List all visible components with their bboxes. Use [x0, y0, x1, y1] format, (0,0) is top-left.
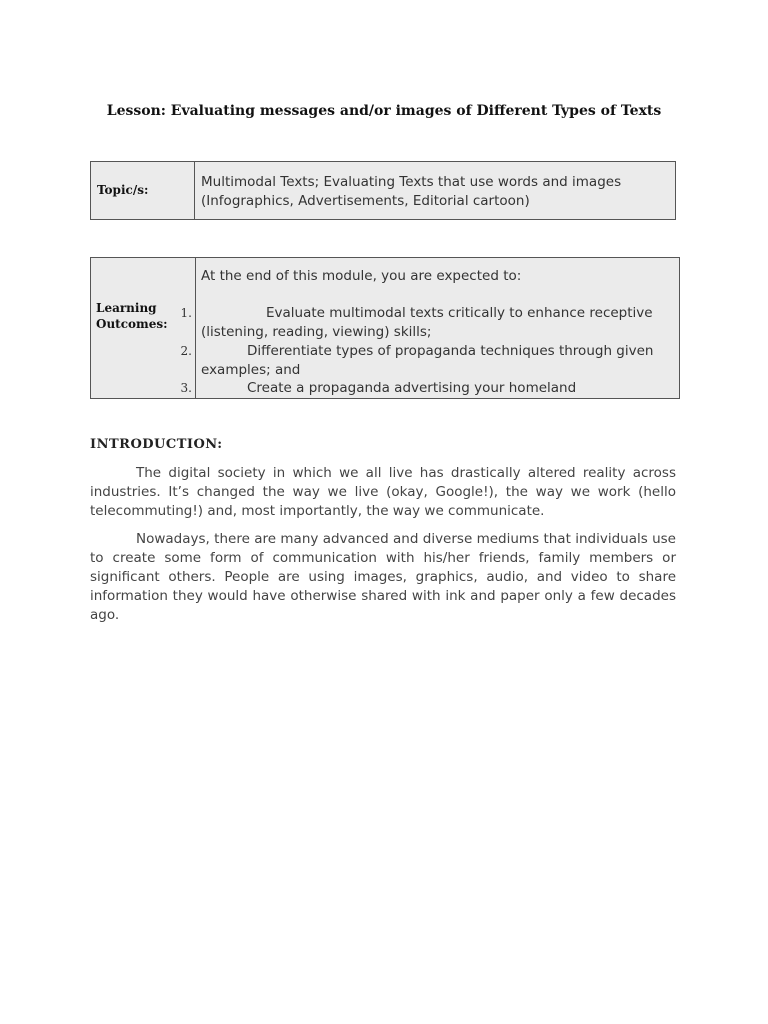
introduction-heading: INTRODUCTION:	[90, 437, 223, 452]
lesson-title: Lesson: Evaluating messages and/or images of Different Types of Texts	[106, 103, 662, 119]
topics-line-1: Multimodal Texts; Evaluating Texts that use words and images	[201, 174, 622, 190]
learning-outcomes-label-line-2: Outcomes:	[96, 317, 168, 331]
learning-outcomes-content-cell	[196, 258, 679, 398]
topics-content-cell	[195, 162, 675, 219]
outcome-number-3: 3.	[180, 381, 192, 395]
topics-label-cell	[91, 162, 195, 219]
learning-outcomes-label-line-1: Learning	[96, 301, 157, 315]
topics-table	[90, 161, 676, 220]
outcome-2-line-1: Differentiate types of propaganda techniques through given	[247, 343, 654, 359]
learning-outcomes-label-cell	[91, 258, 196, 398]
learning-outcomes-intro: At the end of this module, you are expected to:	[201, 268, 522, 284]
outcome-2-line-2: examples; and	[201, 362, 301, 378]
topics-label: Topic/s:	[97, 183, 149, 197]
topics-line-2: (Infographics, Advertisements, Editorial cartoon)	[201, 193, 530, 209]
outcome-1-line-1: Evaluate multimodal texts critically to enhance receptive	[266, 305, 653, 321]
outcome-3-line-1: Create a propaganda advertising your homeland	[247, 380, 577, 396]
introduction-paragraph-2: Nowadays, there are many advanced and diverse mediums that individuals use to create some form of communication with his/her friends, family members or significant others. People are using images, graphics, audio, and video to share information they would have otherwise shared with ink and paper only a few decades ago.	[90, 531, 676, 623]
outcome-1-line-2: (listening, reading, viewing) skills;	[201, 324, 432, 340]
outcome-number-2: 2.	[180, 344, 192, 358]
learning-outcomes-table	[90, 257, 680, 399]
outcome-number-1: 1.	[180, 306, 192, 320]
introduction-paragraph-1: The digital society in which we all live has drastically altered reality across industries. It’s changed the way we live (okay, Google!), the way we work (hello telecommuting!) and, most importantly, the way we communicate.	[90, 465, 676, 519]
